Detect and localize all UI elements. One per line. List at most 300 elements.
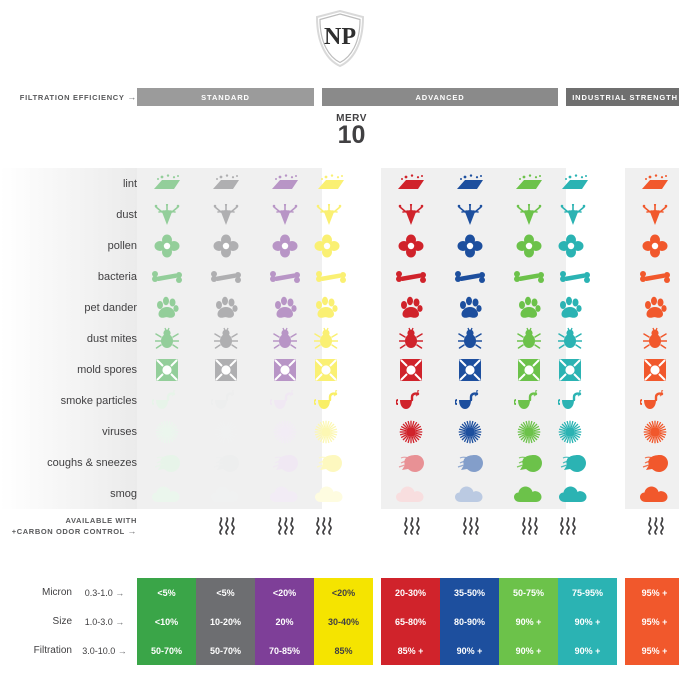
cell-virus-icon-merv-7 [196, 416, 255, 447]
column-gap [314, 106, 322, 168]
stat-name: Micron [41, 587, 72, 598]
lint-icon [255, 174, 314, 194]
cell-sneeze-icon-merv-15+ [625, 447, 679, 478]
mold-spore-icon [499, 358, 558, 382]
cell-pollen-icon-merv-8 [255, 230, 314, 261]
stat-size-merv-14: 90% + [558, 607, 617, 636]
paw-print-icon [196, 296, 255, 320]
row-label: mold spores [0, 354, 137, 385]
cell-bacteria-icon-merv-12 [440, 261, 499, 292]
cell-virus-icon-merv-6 [137, 416, 196, 447]
merv-label: MERV [210, 113, 241, 124]
pollen-icon [196, 234, 255, 258]
smoking-pipe-icon [381, 390, 440, 412]
mold-spore-icon [255, 358, 314, 382]
cell-pollen-icon-merv-14 [558, 230, 566, 261]
dust-mite-icon [625, 327, 679, 351]
column-gap [566, 385, 625, 416]
sneeze-icon [499, 452, 558, 474]
smoking-pipe-icon [137, 390, 196, 412]
virus-icon [255, 420, 314, 444]
cell-paw-print-icon-merv-13 [499, 292, 558, 323]
cell-dust-icon-merv-11 [381, 199, 440, 230]
cell-virus-icon-merv-8 [255, 416, 314, 447]
smog-cloud-icon [499, 485, 558, 503]
row-label: lint [0, 168, 137, 199]
banner-spacer [0, 106, 137, 168]
sneeze-icon [314, 452, 322, 474]
smoking-pipe-icon [196, 390, 255, 412]
cell-dust-icon-merv-15+ [625, 199, 679, 230]
merv-value: 6 [159, 121, 174, 149]
stat-filtration-merv-13: 90% + [499, 636, 558, 665]
column-gap [558, 106, 566, 168]
odor-waves-icon [625, 516, 679, 536]
stat-filtration-merv-6: 50-70% [137, 636, 196, 665]
icon-row-mold-spores [0, 354, 679, 385]
merv-value: 8 [277, 121, 292, 149]
paw-print-icon [440, 296, 499, 320]
sneeze-icon [196, 452, 255, 474]
cell-pollen-icon-merv-10 [314, 230, 322, 261]
pollen-icon [558, 234, 566, 258]
cell-lint-icon-merv-10 [314, 168, 322, 199]
cell-pollen-icon-merv-13 [499, 230, 558, 261]
cell-bacteria-icon-merv-6 [137, 261, 196, 292]
mold-spore-icon [314, 358, 322, 382]
cell-pollen-icon-merv-7 [196, 230, 255, 261]
merv-banner-cell-7[interactable] [196, 106, 255, 168]
merv-label: MERV [269, 113, 300, 124]
icon-grid [0, 168, 679, 543]
dust-icon [381, 204, 440, 226]
smoking-pipe-icon [625, 390, 679, 412]
group-advanced: ADVANCED [322, 88, 558, 106]
cell-smog-cloud-icon-merv-15+ [625, 478, 679, 509]
cell-dust-mite-icon-merv-13 [499, 323, 558, 354]
merv-value: 15+ [636, 123, 673, 146]
carbon-cell-merv-7 [196, 509, 255, 543]
odor-waves-icon [314, 516, 322, 536]
cell-bacteria-icon-merv-13 [499, 261, 558, 292]
cell-mold-spore-icon-merv-6 [137, 354, 196, 385]
stat-name: Filtration [33, 645, 72, 656]
cell-smoking-pipe-icon-merv-14 [558, 385, 566, 416]
icon-row-smog [0, 478, 679, 509]
cell-virus-icon-merv-13 [499, 416, 558, 447]
group-header-row [0, 88, 679, 106]
cell-mold-spore-icon-merv-7 [196, 354, 255, 385]
stat-micron-merv-11: 20-30% [381, 578, 440, 607]
cell-virus-icon-merv-11 [381, 416, 440, 447]
icon-row-dust [0, 199, 679, 230]
cell-pollen-icon-merv-12 [440, 230, 499, 261]
sneeze-icon [381, 452, 440, 474]
dust-mite-icon [440, 327, 499, 351]
stat-filtration-merv-12: 90% + [440, 636, 499, 665]
lint-icon [381, 174, 440, 194]
merv-label: MERV [395, 113, 426, 124]
row-label: viruses [0, 416, 137, 447]
stat-size-merv-8: 20% [255, 607, 314, 636]
pollen-icon [625, 234, 679, 258]
virus-icon [137, 420, 196, 444]
bacteria-icon [499, 269, 558, 285]
dust-mite-icon [314, 327, 322, 351]
sneeze-icon [625, 452, 679, 474]
stat-size-merv-15+: 95% + [625, 607, 679, 636]
stat-range: 1.0-3.0 → [84, 616, 125, 627]
stat-name: Size [52, 616, 72, 627]
smoking-pipe-icon [440, 390, 499, 412]
bacteria-icon [137, 269, 196, 285]
cell-sneeze-icon-merv-8 [255, 447, 314, 478]
smoking-pipe-icon [314, 390, 322, 412]
cell-smoking-pipe-icon-merv-15+ [625, 385, 679, 416]
smog-cloud-icon [381, 485, 440, 503]
pollen-icon [255, 234, 314, 258]
carbon-cell-merv-12 [440, 509, 499, 543]
bacteria-icon [625, 269, 679, 285]
dust-icon [440, 204, 499, 226]
cell-dust-icon-merv-7 [196, 199, 255, 230]
odor-waves-icon [558, 516, 566, 536]
stat-filtration-merv-15+: 95% + [625, 636, 679, 665]
icon-row-smoke-particles [0, 385, 679, 416]
icon-row-pet-dander [0, 292, 679, 323]
bacteria-icon [314, 269, 322, 285]
stat-size-merv-11: 65-80% [381, 607, 440, 636]
cell-dust-icon-merv-8 [255, 199, 314, 230]
smoking-pipe-icon [255, 390, 314, 412]
merv-banner-cell-15+[interactable] [625, 106, 679, 168]
virus-icon [558, 420, 566, 444]
cell-smog-cloud-icon-merv-8 [255, 478, 314, 509]
pollen-icon [381, 234, 440, 258]
column-gap [566, 292, 625, 323]
stat-micron-merv-7: <5% [196, 578, 255, 607]
smog-cloud-icon [137, 485, 196, 503]
row-label: pet dander [0, 292, 137, 323]
stat-micron-merv-14: 75-95% [558, 578, 617, 607]
stat-row-micron [0, 578, 679, 607]
stat-size-merv-10: 30-40% [314, 607, 373, 636]
carbon-cell-merv-6 [137, 509, 196, 543]
cell-dust-mite-icon-merv-7 [196, 323, 255, 354]
stat-micron-merv-13: 50-75% [499, 578, 558, 607]
cell-bacteria-icon-merv-14 [558, 261, 566, 292]
cell-virus-icon-merv-12 [440, 416, 499, 447]
stat-micron-merv-12: 35-50% [440, 578, 499, 607]
cell-sneeze-icon-merv-10 [314, 447, 322, 478]
merv-banner-cell-13[interactable] [499, 106, 558, 168]
odor-waves-icon [255, 516, 314, 536]
merv-value: 7 [218, 121, 233, 149]
stat-row-filtration [0, 636, 679, 665]
dust-mite-icon [381, 327, 440, 351]
cell-smog-cloud-icon-merv-7 [196, 478, 255, 509]
cell-smog-cloud-icon-merv-11 [381, 478, 440, 509]
smog-cloud-icon [558, 485, 566, 503]
pollen-icon [137, 234, 196, 258]
cell-sneeze-icon-merv-11 [381, 447, 440, 478]
mold-spore-icon [137, 358, 196, 382]
cell-mold-spore-icon-merv-11 [381, 354, 440, 385]
merv-banner-cell-11[interactable] [381, 106, 440, 168]
smoking-pipe-icon [558, 390, 566, 412]
row-label: smog [0, 478, 137, 509]
svg-text:NP: NP [324, 24, 356, 50]
merv-value: 14 [581, 121, 610, 149]
dust-mite-icon [558, 327, 566, 351]
stat-filtration-merv-11: 85% + [381, 636, 440, 665]
bacteria-icon [196, 269, 255, 285]
stat-filtration-merv-14: 90% + [558, 636, 617, 665]
cell-dust-mite-icon-merv-11 [381, 323, 440, 354]
merv-label: MERV [336, 113, 367, 124]
virus-icon [196, 420, 255, 444]
dust-icon [499, 204, 558, 226]
cell-lint-icon-merv-6 [137, 168, 196, 199]
merv-banner-cell-10[interactable] [322, 106, 381, 168]
stat-filtration-merv-8: 70-85% [255, 636, 314, 665]
virus-icon [440, 420, 499, 444]
cell-dust-icon-merv-14 [558, 199, 566, 230]
cell-lint-icon-merv-15+ [625, 168, 679, 199]
sneeze-icon [440, 452, 499, 474]
paw-print-icon [137, 296, 196, 320]
group-standard: STANDARD [137, 88, 314, 106]
merv-label: MERV [151, 113, 182, 124]
dust-icon [196, 204, 255, 226]
merv-banner-cell-12[interactable] [440, 106, 499, 168]
dust-icon [314, 204, 322, 226]
lint-icon [558, 174, 566, 194]
row-label: bacteria [0, 261, 137, 292]
dust-mite-icon [499, 327, 558, 351]
smog-cloud-icon [314, 485, 322, 503]
icon-row-dust-mites [0, 323, 679, 354]
cell-lint-icon-merv-14 [558, 168, 566, 199]
merv-label: MERV [454, 113, 485, 124]
cell-mold-spore-icon-merv-15+ [625, 354, 679, 385]
lint-icon [499, 174, 558, 194]
smog-cloud-icon [440, 485, 499, 503]
cell-lint-icon-merv-11 [381, 168, 440, 199]
mold-spore-icon [381, 358, 440, 382]
row-label: dust [0, 199, 137, 230]
dust-icon [625, 204, 679, 226]
group-gap-1 [314, 88, 322, 106]
cell-mold-spore-icon-merv-12 [440, 354, 499, 385]
column-gap [617, 578, 625, 607]
lint-icon [137, 174, 196, 194]
stat-size-merv-7: 10-20% [196, 607, 255, 636]
cell-dust-icon-merv-12 [440, 199, 499, 230]
paw-print-icon [558, 296, 566, 320]
lint-icon [196, 174, 255, 194]
cell-pollen-icon-merv-11 [381, 230, 440, 261]
cell-smoking-pipe-icon-merv-7 [196, 385, 255, 416]
cell-bacteria-icon-merv-15+ [625, 261, 679, 292]
cell-lint-icon-merv-13 [499, 168, 558, 199]
sneeze-icon [558, 452, 566, 474]
cell-dust-mite-icon-merv-10 [314, 323, 322, 354]
bacteria-icon [558, 269, 566, 285]
stat-micron-merv-15+: 95% + [625, 578, 679, 607]
cell-dust-mite-icon-merv-6 [137, 323, 196, 354]
stat-micron-merv-8: <20% [255, 578, 314, 607]
cell-lint-icon-merv-7 [196, 168, 255, 199]
icon-row-pollen [0, 230, 679, 261]
cell-smog-cloud-icon-merv-10 [314, 478, 322, 509]
smog-cloud-icon [196, 485, 255, 503]
carbon-cell-merv-8 [255, 509, 314, 543]
odor-waves-icon [499, 516, 558, 536]
dust-mite-icon [255, 327, 314, 351]
merv-label: MERV [639, 113, 670, 124]
lint-icon [314, 174, 322, 194]
cell-smoking-pipe-icon-merv-8 [255, 385, 314, 416]
paw-print-icon [499, 296, 558, 320]
cell-paw-print-icon-merv-10 [314, 292, 322, 323]
dust-mite-icon [196, 327, 255, 351]
cell-virus-icon-merv-10 [314, 416, 322, 447]
stat-size-merv-12: 80-90% [440, 607, 499, 636]
icon-row-bacteria [0, 261, 679, 292]
dust-icon [137, 204, 196, 226]
stat-size-merv-6: <10% [137, 607, 196, 636]
carbon-cell-merv-13 [499, 509, 558, 543]
cell-bacteria-icon-merv-7 [196, 261, 255, 292]
merv-value: 11 [397, 121, 424, 149]
cell-bacteria-icon-merv-10 [314, 261, 322, 292]
cell-smog-cloud-icon-merv-12 [440, 478, 499, 509]
merv-banner-cell-6[interactable] [137, 106, 196, 168]
column-gap [617, 607, 625, 636]
cell-mold-spore-icon-merv-10 [314, 354, 322, 385]
pollen-icon [440, 234, 499, 258]
merv-value: 10 [337, 121, 366, 149]
sneeze-icon [255, 452, 314, 474]
dust-icon [558, 204, 566, 226]
cell-lint-icon-merv-8 [255, 168, 314, 199]
carbon-cell-merv-11 [381, 509, 440, 543]
cell-virus-icon-merv-14 [558, 416, 566, 447]
stat-filtration-merv-7: 50-70% [196, 636, 255, 665]
stat-range: 3.0-10.0 → [82, 645, 127, 656]
cell-smog-cloud-icon-merv-14 [558, 478, 566, 509]
odor-waves-icon [196, 516, 255, 536]
merv-value: 12 [455, 121, 484, 149]
pollen-icon [499, 234, 558, 258]
cell-paw-print-icon-merv-14 [558, 292, 566, 323]
virus-icon [381, 420, 440, 444]
carbon-odor-row [0, 509, 679, 543]
cell-smog-cloud-icon-merv-6 [137, 478, 196, 509]
cell-smoking-pipe-icon-merv-6 [137, 385, 196, 416]
stat-filtration-merv-10: 85% [314, 636, 373, 665]
cell-dust-mite-icon-merv-8 [255, 323, 314, 354]
virus-icon [314, 420, 322, 444]
paw-print-icon [625, 296, 679, 320]
cell-paw-print-icon-merv-8 [255, 292, 314, 323]
bacteria-icon [255, 269, 314, 285]
smog-cloud-icon [625, 485, 679, 503]
cell-lint-icon-merv-12 [440, 168, 499, 199]
merv-banner-cell-8[interactable] [255, 106, 314, 168]
stat-range: 0.3-1.0 → [84, 587, 125, 598]
pollen-icon [314, 234, 322, 258]
stat-micron-merv-6: <5% [137, 578, 196, 607]
merv-banner-cell-14[interactable] [566, 106, 625, 168]
cell-mold-spore-icon-merv-8 [255, 354, 314, 385]
row-label: pollen [0, 230, 137, 261]
cell-dust-icon-merv-6 [137, 199, 196, 230]
cell-mold-spore-icon-merv-14 [558, 354, 566, 385]
mold-spore-icon [440, 358, 499, 382]
cell-paw-print-icon-merv-15+ [625, 292, 679, 323]
column-gap [373, 607, 381, 636]
row-label: smoke particles [0, 385, 137, 416]
cell-dust-mite-icon-merv-12 [440, 323, 499, 354]
dust-mite-icon [137, 327, 196, 351]
cell-dust-icon-merv-10 [314, 199, 322, 230]
column-gap [617, 636, 625, 665]
cell-sneeze-icon-merv-12 [440, 447, 499, 478]
mold-spore-icon [625, 358, 679, 382]
bacteria-icon [440, 269, 499, 285]
virus-icon [499, 420, 558, 444]
carbon-cell-merv-10 [314, 509, 322, 543]
stat-row-size [0, 607, 679, 636]
cell-smoking-pipe-icon-merv-10 [314, 385, 322, 416]
cell-sneeze-icon-merv-13 [499, 447, 558, 478]
np-shield-logo [315, 10, 365, 68]
smog-cloud-icon [255, 485, 314, 503]
filtration-grid [0, 88, 679, 543]
icon-row-viruses [0, 416, 679, 447]
cell-paw-print-icon-merv-11 [381, 292, 440, 323]
cell-sneeze-icon-merv-7 [196, 447, 255, 478]
stat-micron-merv-10: <20% [314, 578, 373, 607]
cell-smoking-pipe-icon-merv-12 [440, 385, 499, 416]
cell-dust-mite-icon-merv-14 [558, 323, 566, 354]
merv-banner-row [0, 106, 679, 168]
stat-size-merv-13: 90% + [499, 607, 558, 636]
cell-pollen-icon-merv-15+ [625, 230, 679, 261]
lint-icon [440, 174, 499, 194]
cell-dust-icon-merv-13 [499, 199, 558, 230]
dust-icon [255, 204, 314, 226]
merv-label: MERV [580, 113, 611, 124]
merv-value: 13 [514, 121, 543, 149]
cell-paw-print-icon-merv-7 [196, 292, 255, 323]
sneeze-icon [137, 452, 196, 474]
lint-icon [625, 174, 679, 194]
group-industrial: INDUSTRIAL STRENGTH [566, 88, 679, 106]
cell-bacteria-icon-merv-11 [381, 261, 440, 292]
paw-print-icon [381, 296, 440, 320]
column-gap [322, 385, 381, 416]
group-gap-2 [558, 88, 566, 106]
cell-smoking-pipe-icon-merv-13 [499, 385, 558, 416]
column-gap [373, 578, 381, 607]
filtration-efficiency-label: FILTRATION EFFICIENCY → [19, 92, 137, 102]
cell-paw-print-icon-merv-12 [440, 292, 499, 323]
bacteria-icon [381, 269, 440, 285]
efficiency-stats [0, 578, 679, 665]
